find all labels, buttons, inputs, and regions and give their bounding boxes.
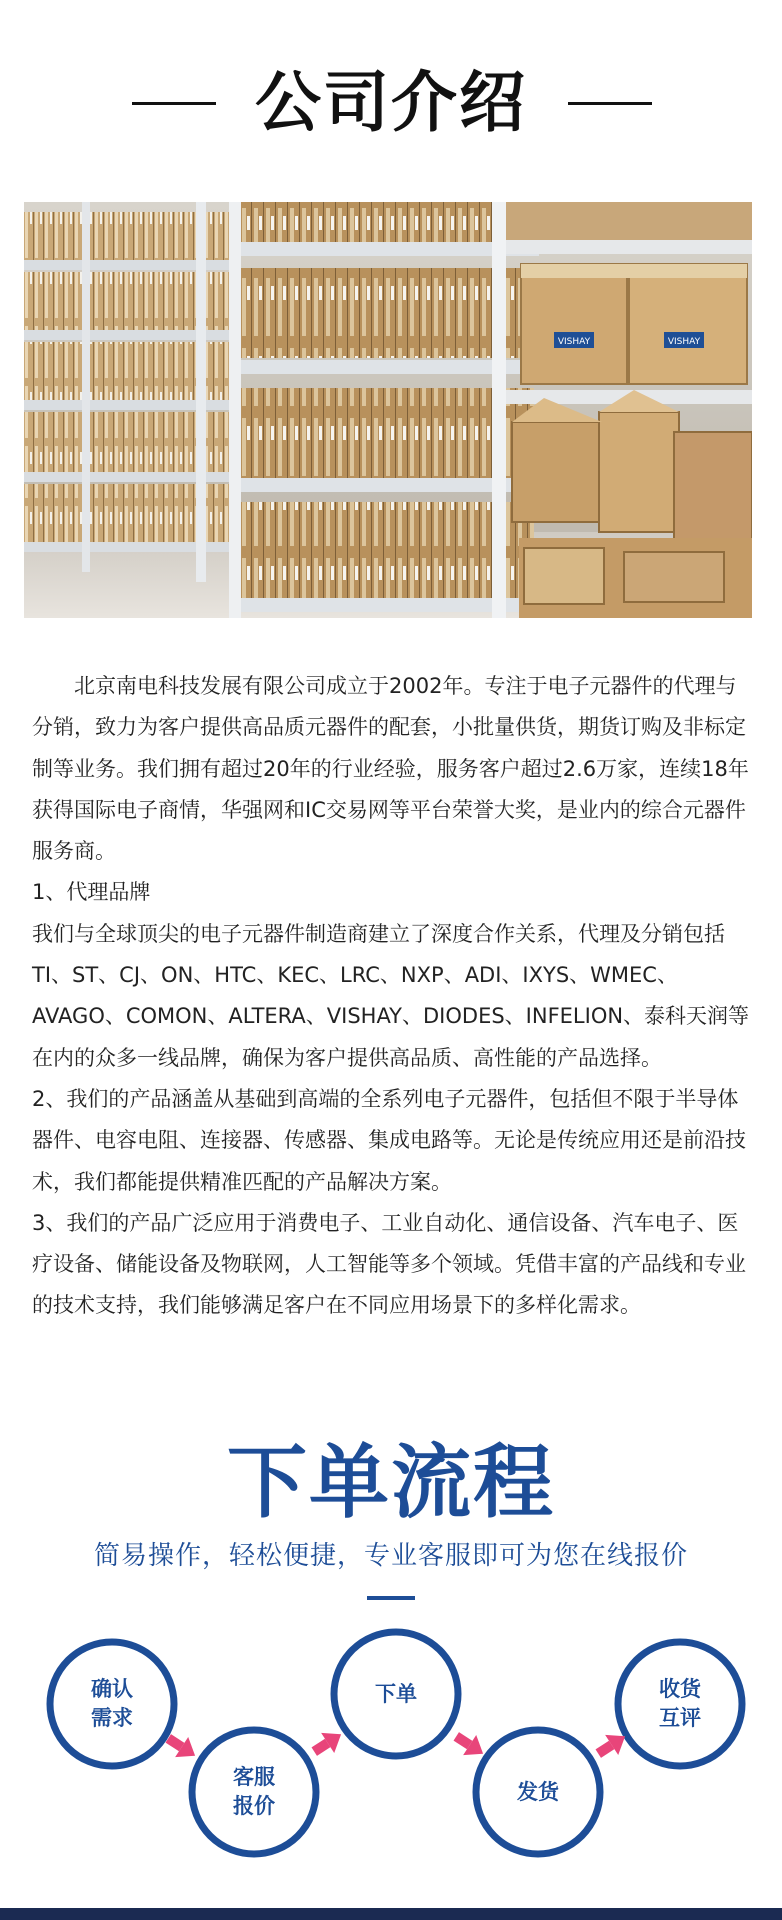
brands-paragraph: 我们与全球顶尖的电子元器件制造商建立了深度合作关系，代理及分销包括TI、ST、CJ、ON、HTC、KEC、LRC、NXP、ADI、IXYS、WMEC、AVAGO、COMON、ALTERA、VISHAY、DIODES、INFELION、泰科天润等在内的众多一线品牌，确保为客户提供高品质、高性能的产品选择。: [32, 921, 750, 1070]
applications-paragraph: 3、我们的产品广泛应用于消费电子、工业自动化、通信设备、汽车电子、医疗设备、储能设备及物联网，人工智能等多个领域。凭借丰富的产品线和专业的技术支持，我们能够满足客户在不同应用场景下的多样化需求。: [32, 1210, 746, 1318]
step-3-line-1: 下单: [375, 1682, 417, 1706]
order-process-title: 下单流程: [227, 1436, 555, 1529]
order-process-flow: [0, 1620, 782, 1890]
step-customer-quote: [194, 1763, 314, 1821]
step-1-line-2: 需求: [91, 1706, 133, 1730]
step-5-line-1: 收货: [659, 1677, 701, 1701]
step-confirm-requirements: [52, 1675, 172, 1733]
step-5-line-2: 互评: [659, 1706, 701, 1730]
step-1-line-1: 确认: [91, 1677, 133, 1701]
box-label-2: VISHAY: [667, 337, 701, 347]
step-receive-review: [620, 1675, 740, 1733]
warehouse-photo: [24, 202, 752, 618]
section-divider: [367, 1596, 415, 1600]
step-4-line-1: 发货: [517, 1780, 559, 1804]
company-intro-text: [32, 666, 750, 1327]
company-intro-header: [0, 58, 782, 148]
step-ship: [478, 1778, 598, 1807]
step-2-line-2: 报价: [233, 1794, 275, 1818]
footer-strip: [0, 1908, 782, 1920]
page-title: 公司介绍: [255, 64, 527, 141]
step-2-line-1: 客服: [233, 1765, 275, 1789]
step-place-order: [336, 1680, 456, 1709]
left-shelf: [24, 202, 234, 582]
brands-heading: 1、代理品牌: [32, 880, 151, 905]
order-process-subtitle: 简易操作，轻松便捷，专业客服即可为您在线报价: [93, 1541, 688, 1571]
box-label-1: VISHAY: [557, 337, 591, 347]
header-rule-right: [568, 102, 652, 105]
products-paragraph: 2、我们的产品涵盖从基础到高端的全系列电子元器件，包括但不限于半导体器件、电容电阻、连接器、传感器、集成电路等。无论是传统应用还是前沿技术，我们都能提供精准匹配的产品解决方案。: [32, 1086, 746, 1194]
intro-paragraph: 北京南电科技发展有限公司成立于2002年。专注于电子元器件的代理与分销，致力为客户提供高品质元器件的配套，小批量供货，期货订购及非标定制等业务。我们拥有超过20年的行业经验，服务客户超过2.6万家，连续18年获得国际电子商情，华强网和IC交易网等平台荣誉大奖，是业内的综合元器件服务商。: [32, 674, 749, 864]
